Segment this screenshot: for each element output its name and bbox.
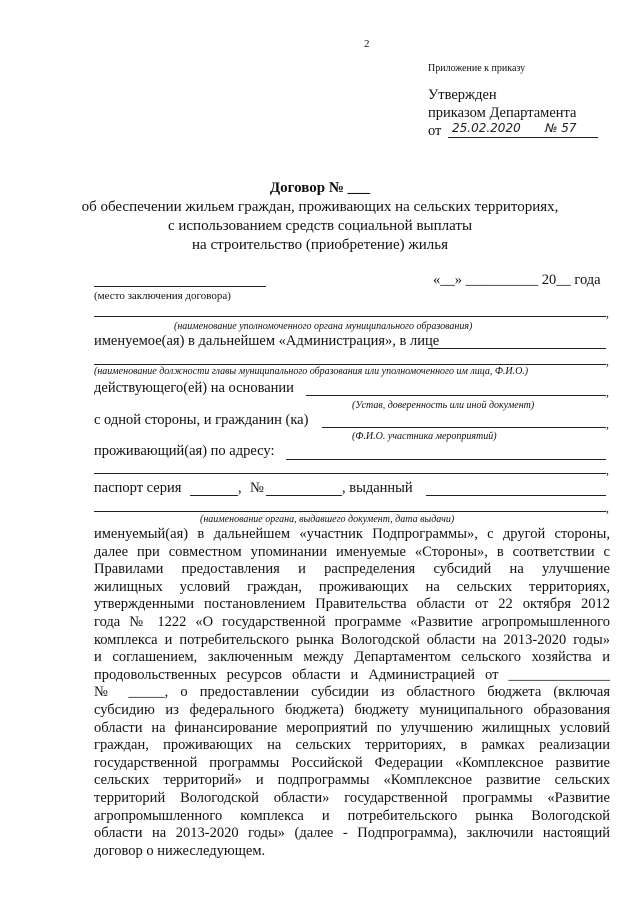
appendix-label: Приложение к приказу bbox=[428, 63, 526, 74]
authority-caption: (наименование уполномоченного органа муниципального образования) bbox=[174, 321, 473, 332]
participant-line[interactable] bbox=[322, 427, 606, 428]
body-line: государственной программы Российской Федерации «Комплексное развитие bbox=[94, 754, 610, 771]
body-line: продовольственных ресурсов области и Администрацией от ______________ bbox=[94, 666, 610, 683]
passport-number-line[interactable] bbox=[266, 495, 342, 496]
passport-series-label: паспорт серия bbox=[94, 480, 182, 496]
body-line: жилищных условий граждан, проживающих на сельских территориях, bbox=[94, 578, 610, 595]
body-line: субсидию из федерального бюджета) бюджету муниципального образования bbox=[94, 701, 610, 718]
address-line-1[interactable] bbox=[286, 459, 606, 460]
body-line: утвержденными постановлением Правительства области от 22 октября 2012 bbox=[94, 596, 610, 613]
body-line: Правилами предоставления и распределения субсидий на улучшение bbox=[94, 561, 610, 578]
passport-series-line[interactable] bbox=[190, 495, 238, 496]
address-line-2[interactable] bbox=[94, 473, 606, 474]
head-caption: (наименование должности главы муниципального образования или уполномоченного им лица, Ф.И.О.) bbox=[94, 366, 529, 377]
handwritten-date: 25.02.2020 bbox=[452, 121, 521, 135]
issuer-line[interactable] bbox=[94, 511, 606, 512]
order-date-line bbox=[448, 137, 598, 138]
page-number: 2 bbox=[364, 38, 370, 50]
by-order-label: приказом Департамента bbox=[428, 105, 577, 121]
order-from-label: от bbox=[428, 123, 442, 139]
body-line: территорий Вологодской области» государственной программы «Развитие bbox=[94, 789, 610, 806]
body-line: № _____, о предоставлении субсидии из областного бюджета (включая bbox=[94, 684, 610, 701]
acting-text: действующего(ей) на основании bbox=[94, 380, 294, 396]
body-line: комплекса и потребительского рынка Вологодской области на 2013-2020 годы» bbox=[94, 631, 610, 648]
contract-heading: Договор № ___ bbox=[269, 180, 371, 196]
body-line: сельских территорий» и подпрограммы «Комплексное развитие сельских bbox=[94, 772, 610, 789]
body-line: области на финансирование мероприятий по улучшению жилищных условий bbox=[94, 719, 610, 736]
contract-subtitle-3: на строительство (приобретение) жилья bbox=[192, 237, 448, 253]
head-name-line[interactable] bbox=[94, 364, 606, 365]
issuer-caption: (наименование органа, выдавшего документ, дата выдачи) bbox=[200, 514, 455, 525]
place-line[interactable] bbox=[94, 286, 266, 287]
participant-caption: (Ф.И.О. участника мероприятий) bbox=[352, 431, 497, 442]
contract-body bbox=[94, 526, 610, 860]
one-side-text: с одной стороны, и гражданин (ка) bbox=[94, 412, 309, 428]
passport-issued-line[interactable] bbox=[426, 495, 606, 496]
body-line: граждан, проживающих на сельских территориях, в рамках реализации bbox=[94, 737, 610, 754]
representative-line[interactable] bbox=[428, 348, 606, 349]
handwritten-number: № 57 bbox=[545, 121, 577, 135]
approved-label: Утвержден bbox=[428, 87, 497, 103]
place-caption: (место заключения договора) bbox=[94, 290, 231, 302]
body-line: агропромышленного комплекса и потребительского рынка Вологодской bbox=[94, 807, 610, 824]
passport-issued-label: , выданный bbox=[342, 480, 413, 496]
address-text: проживающий(ая) по адресу: bbox=[94, 443, 275, 459]
basis-line[interactable] bbox=[306, 395, 606, 396]
body-line: и соглашением, заключенным между Департаментом сельского хозяйства и bbox=[94, 649, 610, 666]
contract-date-field[interactable]: «__» __________ 20__ года bbox=[433, 272, 601, 288]
body-line: именуемый(ая) в дальнейшем «участник Подпрограммы», с другой стороны, bbox=[94, 526, 610, 542]
body-line: договор о нижеследующем. bbox=[94, 842, 266, 859]
body-line: года № 1222 «О государственной программе «Развитие агропромышленного bbox=[94, 613, 610, 630]
contract-subtitle-2: с использованием средств социальной выплаты bbox=[167, 218, 473, 234]
body-line: области на 2013-2020 годы» (далее - Подпрограмма), заключили настоящий bbox=[94, 825, 610, 842]
basis-caption: (Устав, доверенность или иной документ) bbox=[352, 400, 535, 411]
passport-number-label: № bbox=[250, 480, 264, 496]
authority-line[interactable] bbox=[94, 316, 606, 317]
body-line: далее при совместном упоминании именуемые «Стороны», в соответствии с bbox=[94, 543, 610, 560]
document-page: 2 Приложение к приказу Утвержден приказом Департамента от 25.02.2020 № 57 Договор № ___ об обеспечении жильем граждан, проживающих на сельских территориях, с использованием средств социальной выплаты на строительство (приобретение) жилья (место заключения договора) «__» __________ 20__ года , (наименование уполномоченного органа муниципального образования) именуемое(ая) в дальнейшем «Администрация», в лице , (наименование должности главы муниципального образования или уполномоченного им лица, Ф.И.О.) действующего(ей) на основании , (Устав, доверенность или иной документ) с одной стороны, и гражданин (ка) , (Ф.И.О. участника мероприятий) проживающий(ая) по адресу: , паспорт серия , № , выданный , (наименование органа, выдавшего документ, дата выдачи) именуемый(ая) в дальнейшем «участник Подпрограммы», с другой стороны, далее при совместном упоминании именуемые «Стороны», в соответствии с Правилами предоставления и распределения субсидий на улучшение жилищных условий граждан, проживающих на сельских территориях, утвержденными постановлением Правительства области от 22 октября 2012 года № 1222 «О государственной программе «Развитие агропромышленного комплекса и потребительского рынка Вологодской области на 2013-2020 годы» и соглашением, заключенным между Департаментом сельского хозяйства и продовольственных ресурсов области и Администрацией от ______________ № _____, о предоставлении субсидии из областного бюджета (включая субсидию из федерального бюджета) бюджету муниципального образования области на финансирование мероприятий по улучшению жилищных условий граждан, проживающих на сельских территориях, в рамках реализации государственной программы Российской Федерации «Комплексное развитие сельских территорий» и подпрограммы «Комплексное развитие сельских территорий Вологодской области» государственной программы «Развитие агропромышленного комплекса и потребительского рынка Вологодской области на 2013-2020 годы» (далее - Подпрограмма), заключили настоящий договор о нижеследующем. bbox=[0, 0, 640, 905]
administration-text: именуемое(ая) в дальнейшем «Администрация», в лице bbox=[94, 333, 440, 349]
contract-subtitle-1: об обеспечении жильем граждан, проживающих на сельских территориях, bbox=[81, 199, 559, 215]
